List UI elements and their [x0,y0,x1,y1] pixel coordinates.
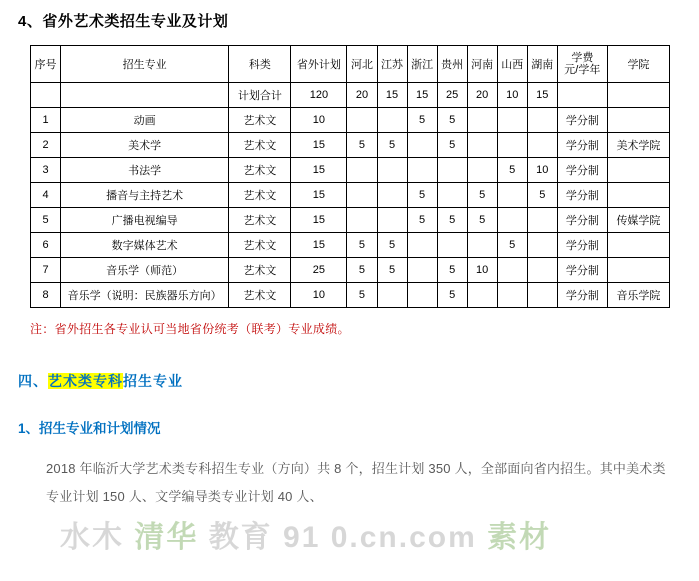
cell-henan [467,158,497,183]
cell-shanxi [497,208,527,233]
total-fee [557,83,607,108]
watermark-text-4: 素材 [487,521,552,554]
cell-seq: 8 [31,283,61,308]
cell-shanxi [497,108,527,133]
cell-zhejiang: 5 [407,208,437,233]
cell-hunan: 10 [527,158,557,183]
cell-plan: 15 [291,183,347,208]
chapter-suffix: 招生专业 [123,373,183,389]
header-henan: 河南 [467,46,497,83]
table-row [31,258,670,283]
cell-hunan [527,233,557,258]
cell-hebei: 5 [347,283,377,308]
cell-college [607,108,669,133]
cell-hunan [527,133,557,158]
cell-plan: 15 [291,158,347,183]
cell-fee: 学分制 [557,133,607,158]
cell-college [607,158,669,183]
table-row [31,183,670,208]
total-seq [31,83,61,108]
cell-fee: 学分制 [557,183,607,208]
table-row [31,158,670,183]
cell-henan [467,283,497,308]
cell-guizhou: 5 [437,208,467,233]
cell-fee: 学分制 [557,258,607,283]
cell-fee: 学分制 [557,108,607,133]
cell-major: 动画 [61,108,229,133]
total-major [61,83,229,108]
cell-major: 数字媒体艺术 [61,233,229,258]
cell-fee: 学分制 [557,233,607,258]
cell-college [607,183,669,208]
header-guizhou: 贵州 [437,46,467,83]
cell-zhejiang [407,258,437,283]
cell-fee: 学分制 [557,208,607,233]
table-row [31,233,670,258]
table-row-total [31,83,670,108]
chapter-highlight: 艺术类专科 [48,373,123,389]
cell-plan: 15 [291,233,347,258]
cell-henan: 5 [467,208,497,233]
cell-jiangsu [377,208,407,233]
provincial-plan-table [30,45,670,308]
total-hebei: 20 [347,83,377,108]
cell-plan: 10 [291,108,347,133]
watermark-text-3: 教育 91 0.cn.com [208,521,477,554]
header-shanxi: 山西 [497,46,527,83]
cell-fee: 学分制 [557,283,607,308]
cell-zhejiang: 5 [407,183,437,208]
cell-henan: 10 [467,258,497,283]
cell-hebei [347,183,377,208]
table-row [31,283,670,308]
cell-zhejiang: 5 [407,108,437,133]
watermark [60,512,551,556]
table-row [31,108,670,133]
subsection-title: 1、招生专业和计划情况 [18,421,161,436]
plan-table-wrapper [30,45,670,308]
cell-hunan [527,108,557,133]
cell-kelei: 艺术文 [229,208,291,233]
cell-jiangsu [377,283,407,308]
cell-kelei: 艺术文 [229,108,291,133]
cell-hunan: 5 [527,183,557,208]
cell-seq: 1 [31,108,61,133]
total-shanxi: 10 [497,83,527,108]
cell-kelei: 艺术文 [229,258,291,283]
cell-fee: 学分制 [557,158,607,183]
cell-guizhou: 5 [437,258,467,283]
total-plan: 120 [291,83,347,108]
cell-seq: 4 [31,183,61,208]
watermark-text-2: 清华 [134,521,199,554]
cell-henan [467,133,497,158]
cell-guizhou: 5 [437,108,467,133]
header-kelei: 科类 [229,46,291,83]
cell-hunan [527,208,557,233]
cell-major: 音乐学（师范） [61,258,229,283]
cell-hebei [347,208,377,233]
cell-hebei: 5 [347,258,377,283]
cell-college: 美术学院 [607,133,669,158]
cell-seq: 5 [31,208,61,233]
cell-plan: 15 [291,208,347,233]
cell-jiangsu: 5 [377,233,407,258]
cell-zhejiang [407,133,437,158]
header-zhejiang: 浙江 [407,46,437,83]
cell-zhejiang [407,283,437,308]
cell-shanxi: 5 [497,233,527,258]
cell-college: 传媒学院 [607,208,669,233]
cell-jiangsu: 5 [377,258,407,283]
cell-kelei: 艺术文 [229,283,291,308]
cell-college: 音乐学院 [607,283,669,308]
total-college [607,83,669,108]
header-fee-line2: 元/学年 [564,64,601,76]
cell-guizhou [437,233,467,258]
header-plan: 省外计划 [291,46,347,83]
total-label: 计划合计 [229,83,291,108]
table-header-row [31,46,670,83]
cell-jiangsu [377,158,407,183]
total-zhejiang: 15 [407,83,437,108]
total-jiangsu: 15 [377,83,407,108]
header-hebei: 河北 [347,46,377,83]
cell-plan: 15 [291,133,347,158]
table-header [31,46,670,83]
cell-hebei [347,108,377,133]
cell-zhejiang [407,158,437,183]
cell-guizhou: 5 [437,283,467,308]
header-hunan: 湖南 [527,46,557,83]
header-fee-line1: 学费 [571,52,594,64]
cell-hebei: 5 [347,233,377,258]
cell-seq: 7 [31,258,61,283]
table-note: 注：省外招生各专业认可当地省份统考（联考）专业成绩。 [30,322,350,336]
header-major: 招生专业 [61,46,229,83]
chapter-prefix: 四、 [18,373,48,389]
cell-jiangsu: 5 [377,133,407,158]
chapter-title [18,371,699,391]
cell-kelei: 艺术文 [229,233,291,258]
cell-major: 书法学 [61,158,229,183]
cell-shanxi [497,133,527,158]
section-title: 4、省外艺术类招生专业及计划 [18,13,229,30]
watermark-text-1: 水木 [60,521,124,554]
header-jiangsu: 江苏 [377,46,407,83]
cell-henan: 5 [467,183,497,208]
cell-guizhou [437,158,467,183]
cell-hebei: 5 [347,133,377,158]
cell-college [607,258,669,283]
cell-major: 音乐学（说明：民族器乐方向） [61,283,229,308]
header-college: 学院 [607,46,669,83]
total-henan: 20 [467,83,497,108]
cell-hunan [527,283,557,308]
cell-henan [467,233,497,258]
cell-seq: 6 [31,233,61,258]
cell-seq: 2 [31,133,61,158]
cell-guizhou: 5 [437,133,467,158]
cell-henan [467,108,497,133]
total-hunan: 15 [527,83,557,108]
cell-major: 美术学 [61,133,229,158]
cell-college [607,233,669,258]
table-row [31,133,670,158]
table-row [31,208,670,233]
cell-kelei: 艺术文 [229,158,291,183]
cell-seq: 3 [31,158,61,183]
cell-shanxi [497,283,527,308]
cell-jiangsu [377,183,407,208]
header-seq: 序号 [31,46,61,83]
cell-jiangsu [377,108,407,133]
header-fee [557,46,607,83]
cell-hunan [527,258,557,283]
cell-shanxi: 5 [497,158,527,183]
cell-hebei [347,158,377,183]
cell-shanxi [497,258,527,283]
cell-plan: 10 [291,283,347,308]
table-body [31,83,670,308]
cell-major: 播音与主持艺术 [61,183,229,208]
cell-kelei: 艺术文 [229,183,291,208]
cell-shanxi [497,183,527,208]
cell-zhejiang [407,233,437,258]
total-guizhou: 25 [437,83,467,108]
cell-kelei: 艺术文 [229,133,291,158]
cell-major: 广播电视编导 [61,208,229,233]
cell-plan: 25 [291,258,347,283]
body-paragraph: 2018 年临沂大学艺术类专科招生专业（方向）共 8 个，招生计划 350 人，全部面向省内招生。其中美术类专业计划 150 人、文学编导类专业计划 40 人、 [46,461,666,504]
cell-guizhou [437,183,467,208]
